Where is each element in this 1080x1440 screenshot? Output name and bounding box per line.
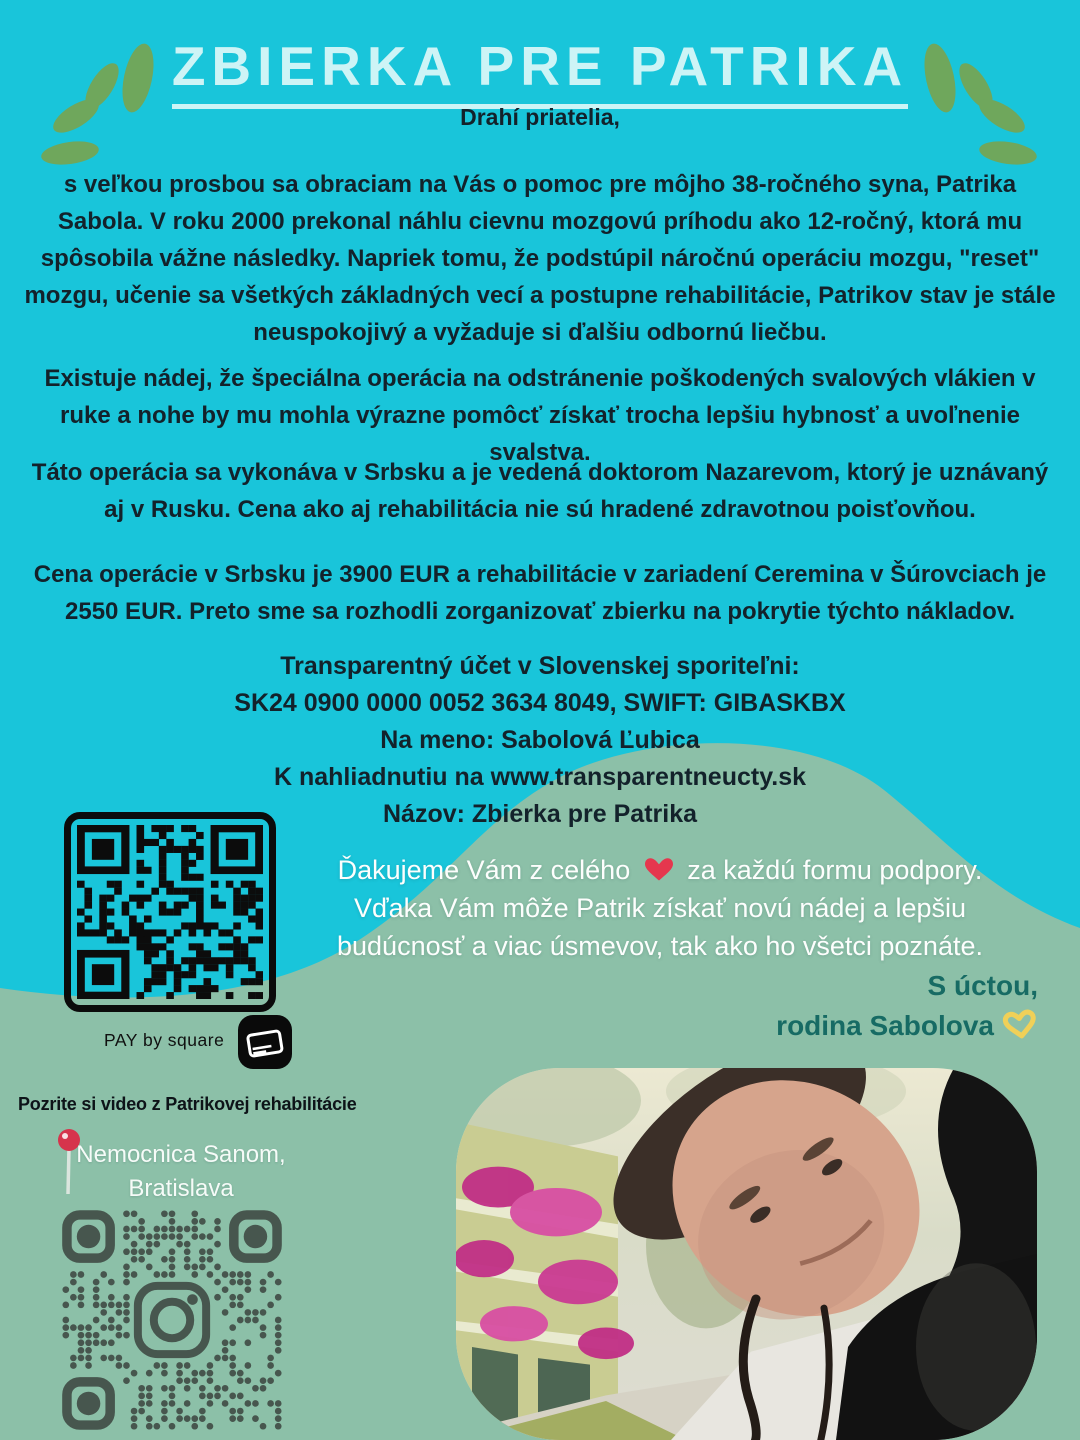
credit-card-icon [237,1014,293,1070]
location-line1: Nemocnica Sanom, [76,1141,286,1168]
thanks-line2: Vďaka Vám môže Patrik získať novú nádej a lepšiu [353,893,967,923]
thanks-message [280,851,1040,965]
account-collection-name: Názov: Zbierka pre Patrika [382,800,697,828]
pay-by-square-label: PAY by square [104,1030,225,1050]
poster-title: ZBIERKA PRE PATRIKA [0,34,1080,98]
thanks-line1-pre: Ďakujeme Vám z celého [337,855,631,885]
location-line2: Bratislava [128,1175,234,1202]
thanks-line1-post: za každú formu podpory. [687,855,983,885]
pay-by-square-qr [64,812,276,1012]
hope-paragraph: Existuje nádej, že špeciálna operácia na odstránenie poškodených svalových vlákien v ruke a nohe by mu mohla výrazne pomôcť získať trocha lepšiu hybnosť a uvoľnenie svalstva. [44,365,1036,466]
signoff-line2: rodina Sabolova [580,1006,1038,1046]
instagram-qr [62,1208,282,1432]
account-heading: Transparentný účet v Slovenskej sporiteľni: [280,652,800,680]
red-heart-icon [644,856,674,883]
signoff [580,966,1038,1046]
heart-hands-icon [1002,1009,1038,1040]
signoff-line1: S úctou, [927,970,1038,1001]
salutation: Drahí priatelia, [460,104,620,130]
location-text [66,1138,296,1206]
thanks-line3: budúcnosť a viac úsmevov, tak ako ho všetci poznáte. [337,931,983,961]
intro-paragraph: s veľkou prosbou sa obraciam na Vás o pomoc pre môjho 38-ročného syna, Patrika Sabola. V roku 2000 prekonal náhlu cievnu mozgovú príhodu ako 12-ročný, ktorá mu spôsobila vážne následky. Napriek tomu, že podstúpil náročnú operáciu mozgu, "reset" mozgu, učenie sa všetkých základných vecí a postupne rehabilitácie, Patrikov stav je stále neuspokojivý a vyžaduje si ďalšiu odbornú liečbu. [24,171,1056,346]
cost-paragraph: Cena operácie v Srbsku je 3900 EUR a rehabilitácie v zariadení Ceremina v Šúrovciach je 2550 EUR. Preto sme sa rozhodli zorganizovať zbierku na pokrytie týchto nákladov. [33,561,1047,625]
surgery-paragraph: Táto operácia sa vykonáva v Srbsku a je vedená doktorom Nazarevom, ktorý je uznávaný aj v Rusku. Cena ako aj rehabilitácia nie sú hradené zdravotnou poisťovňou. [31,459,1049,523]
patient-photo [456,1068,1037,1440]
account-name: Na meno: Sabolová Ľubica [380,726,700,754]
account-view-url: K nahliadnutiu na www.transparentneucty.sk [273,763,807,791]
video-heading: Pozrite si video z Patrikovej rehabilitácie [18,1094,357,1114]
account-iban: SK24 0900 0000 0052 3634 8049, SWIFT: GIBASKBX [234,689,846,717]
account-section [0,648,1080,833]
